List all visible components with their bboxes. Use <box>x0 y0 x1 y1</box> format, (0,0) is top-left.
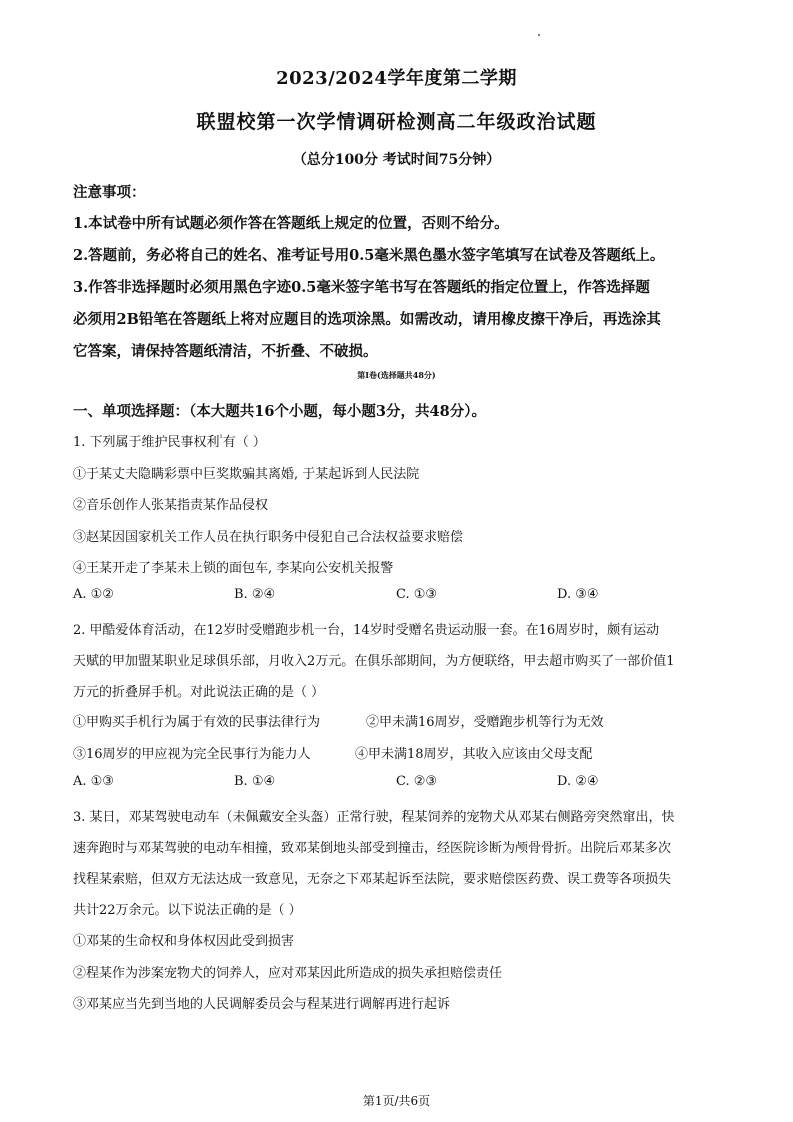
section-heading: 一、单项选择题：（本大题共16个小题，每小题3分，共48分）。 <box>73 403 486 420</box>
q2-option-c: C. ②③ <box>396 774 438 789</box>
q1-statement-1: ①于某丈夫隐瞒彩票中巨奖欺骗其离婚, 于某起诉到人民法院 <box>73 467 420 482</box>
scan-dot <box>538 34 540 36</box>
note-item-3-line-3: 它答案，请保持答题纸清洁，不折叠、不破损。 <box>73 343 378 360</box>
page-footer: 第1页/共6页 <box>362 1094 431 1108</box>
notes-heading: 注意事项： <box>73 184 146 201</box>
q3-statement-2: ②程某作为涉案宠物犬的饲养人，应对邓某因此所造成的损失承担赔偿责任 <box>73 966 503 981</box>
q2-line-3: 万元的折叠屏手机。对此说法正确的是（ ） <box>73 685 325 700</box>
q2-option-a: A. ①③ <box>73 774 114 789</box>
q1-statement-4: ④王某开走了李某未上锁的面包车, 李某向公安机关报警 <box>73 561 394 576</box>
term-title: 2023/2024学年度第二学期 <box>276 68 517 89</box>
q2-line-2: 天赋的甲加盟某职业足球俱乐部，月收入2万元。在俱乐部期间，为方便联络，甲去超市购买了一部价值1 <box>73 654 675 669</box>
q1-stem <box>73 431 266 450</box>
q1-stem-a: 1. 下列属于维护民事权利 <box>73 435 220 450</box>
q2-line-1: 2. 甲酷爱体育活动，在12岁时受赠跑步机一台，14岁时受赠名贵运动服一套。在16周岁时，颇有运动 <box>73 623 660 638</box>
q2-statement-4: ④甲未满18周岁，其收入应该由父母支配 <box>355 747 593 762</box>
exam-title: 联盟校第一次学情调研检测高二年级政治试题 <box>196 111 597 133</box>
q2-statement-3: ③16周岁的甲应视为完全民事行为能力人 <box>73 747 311 762</box>
part1-heading: 第Ⅰ卷(选择题共48分) <box>357 370 436 380</box>
q1-stem-mark: ¹ <box>219 433 223 443</box>
q3-line-2: 速奔跑时与邓某驾驶的电动车相撞，致邓某倒地头部受到撞击，经医院诊断为颅骨骨折。出院后邓某多次 <box>73 841 672 856</box>
q1-option-b: B. ②④ <box>234 587 276 602</box>
q1-option-d: D. ③④ <box>557 587 599 602</box>
q1-statement-3: ③赵某因国家机关工作人员在执行职务中侵犯自己合法权益要求赔偿 <box>73 530 464 545</box>
note-item-2: 2.答题前，务必将自己的姓名、准考证号用0.5毫米黑色墨水签字笔填写在试卷及答题纸上。 <box>73 247 665 264</box>
exam-subtitle: （总分100分 考试时间75分钟） <box>292 152 501 168</box>
q1-stem-b: 有（ ） <box>222 435 266 450</box>
q3-statement-3: ③邓某应当先到当地的人民调解委员会与程某进行调解再进行起诉 <box>73 997 451 1012</box>
q3-line-3: 找程某索赔，但双方无法达成一致意见，无奈之下邓某起诉至法院，要求赔偿医药费、误工费等各项损失 <box>73 872 672 887</box>
q2-option-b: B. ①④ <box>234 774 276 789</box>
q3-statement-1: ①邓某的生命权和身体权因此受到损害 <box>73 934 295 949</box>
q2-statement-2: ②甲未满16周岁，受赠跑步机等行为无效 <box>366 715 604 730</box>
q3-line-1: 3. 某日，邓某驾驶电动车（未佩戴安全头盔）正常行驶，程某饲养的宠物犬从邓某右侧路旁突然窜出，快 <box>73 810 675 825</box>
q1-statement-2: ②音乐创作人张某指责某作品侵权 <box>73 498 269 513</box>
note-item-3-line-2: 必须用2B铅笔在答题纸上将对应题目的选项涂黑。如需改动，请用橡皮擦干净后，再选涂其 <box>73 311 661 328</box>
q1-option-a: A. ①② <box>73 587 114 602</box>
q3-line-4: 共计22万余元。以下说法正确的是（ ） <box>73 903 302 918</box>
q2-option-d: D. ②④ <box>557 774 599 789</box>
note-item-1: 1.本试卷中所有试题必须作答在答题纸上规定的位置，否则不给分。 <box>73 215 509 232</box>
q1-option-c: C. ①③ <box>396 587 438 602</box>
note-item-3-line-1: 3.作答非选择题时必须用黑色字迹0.5毫米签字笔书写在答题纸的指定位置上，作答选择题 <box>73 279 650 296</box>
q2-statement-1: ①甲购买手机行为属于有效的民事法律行为 <box>73 715 321 730</box>
